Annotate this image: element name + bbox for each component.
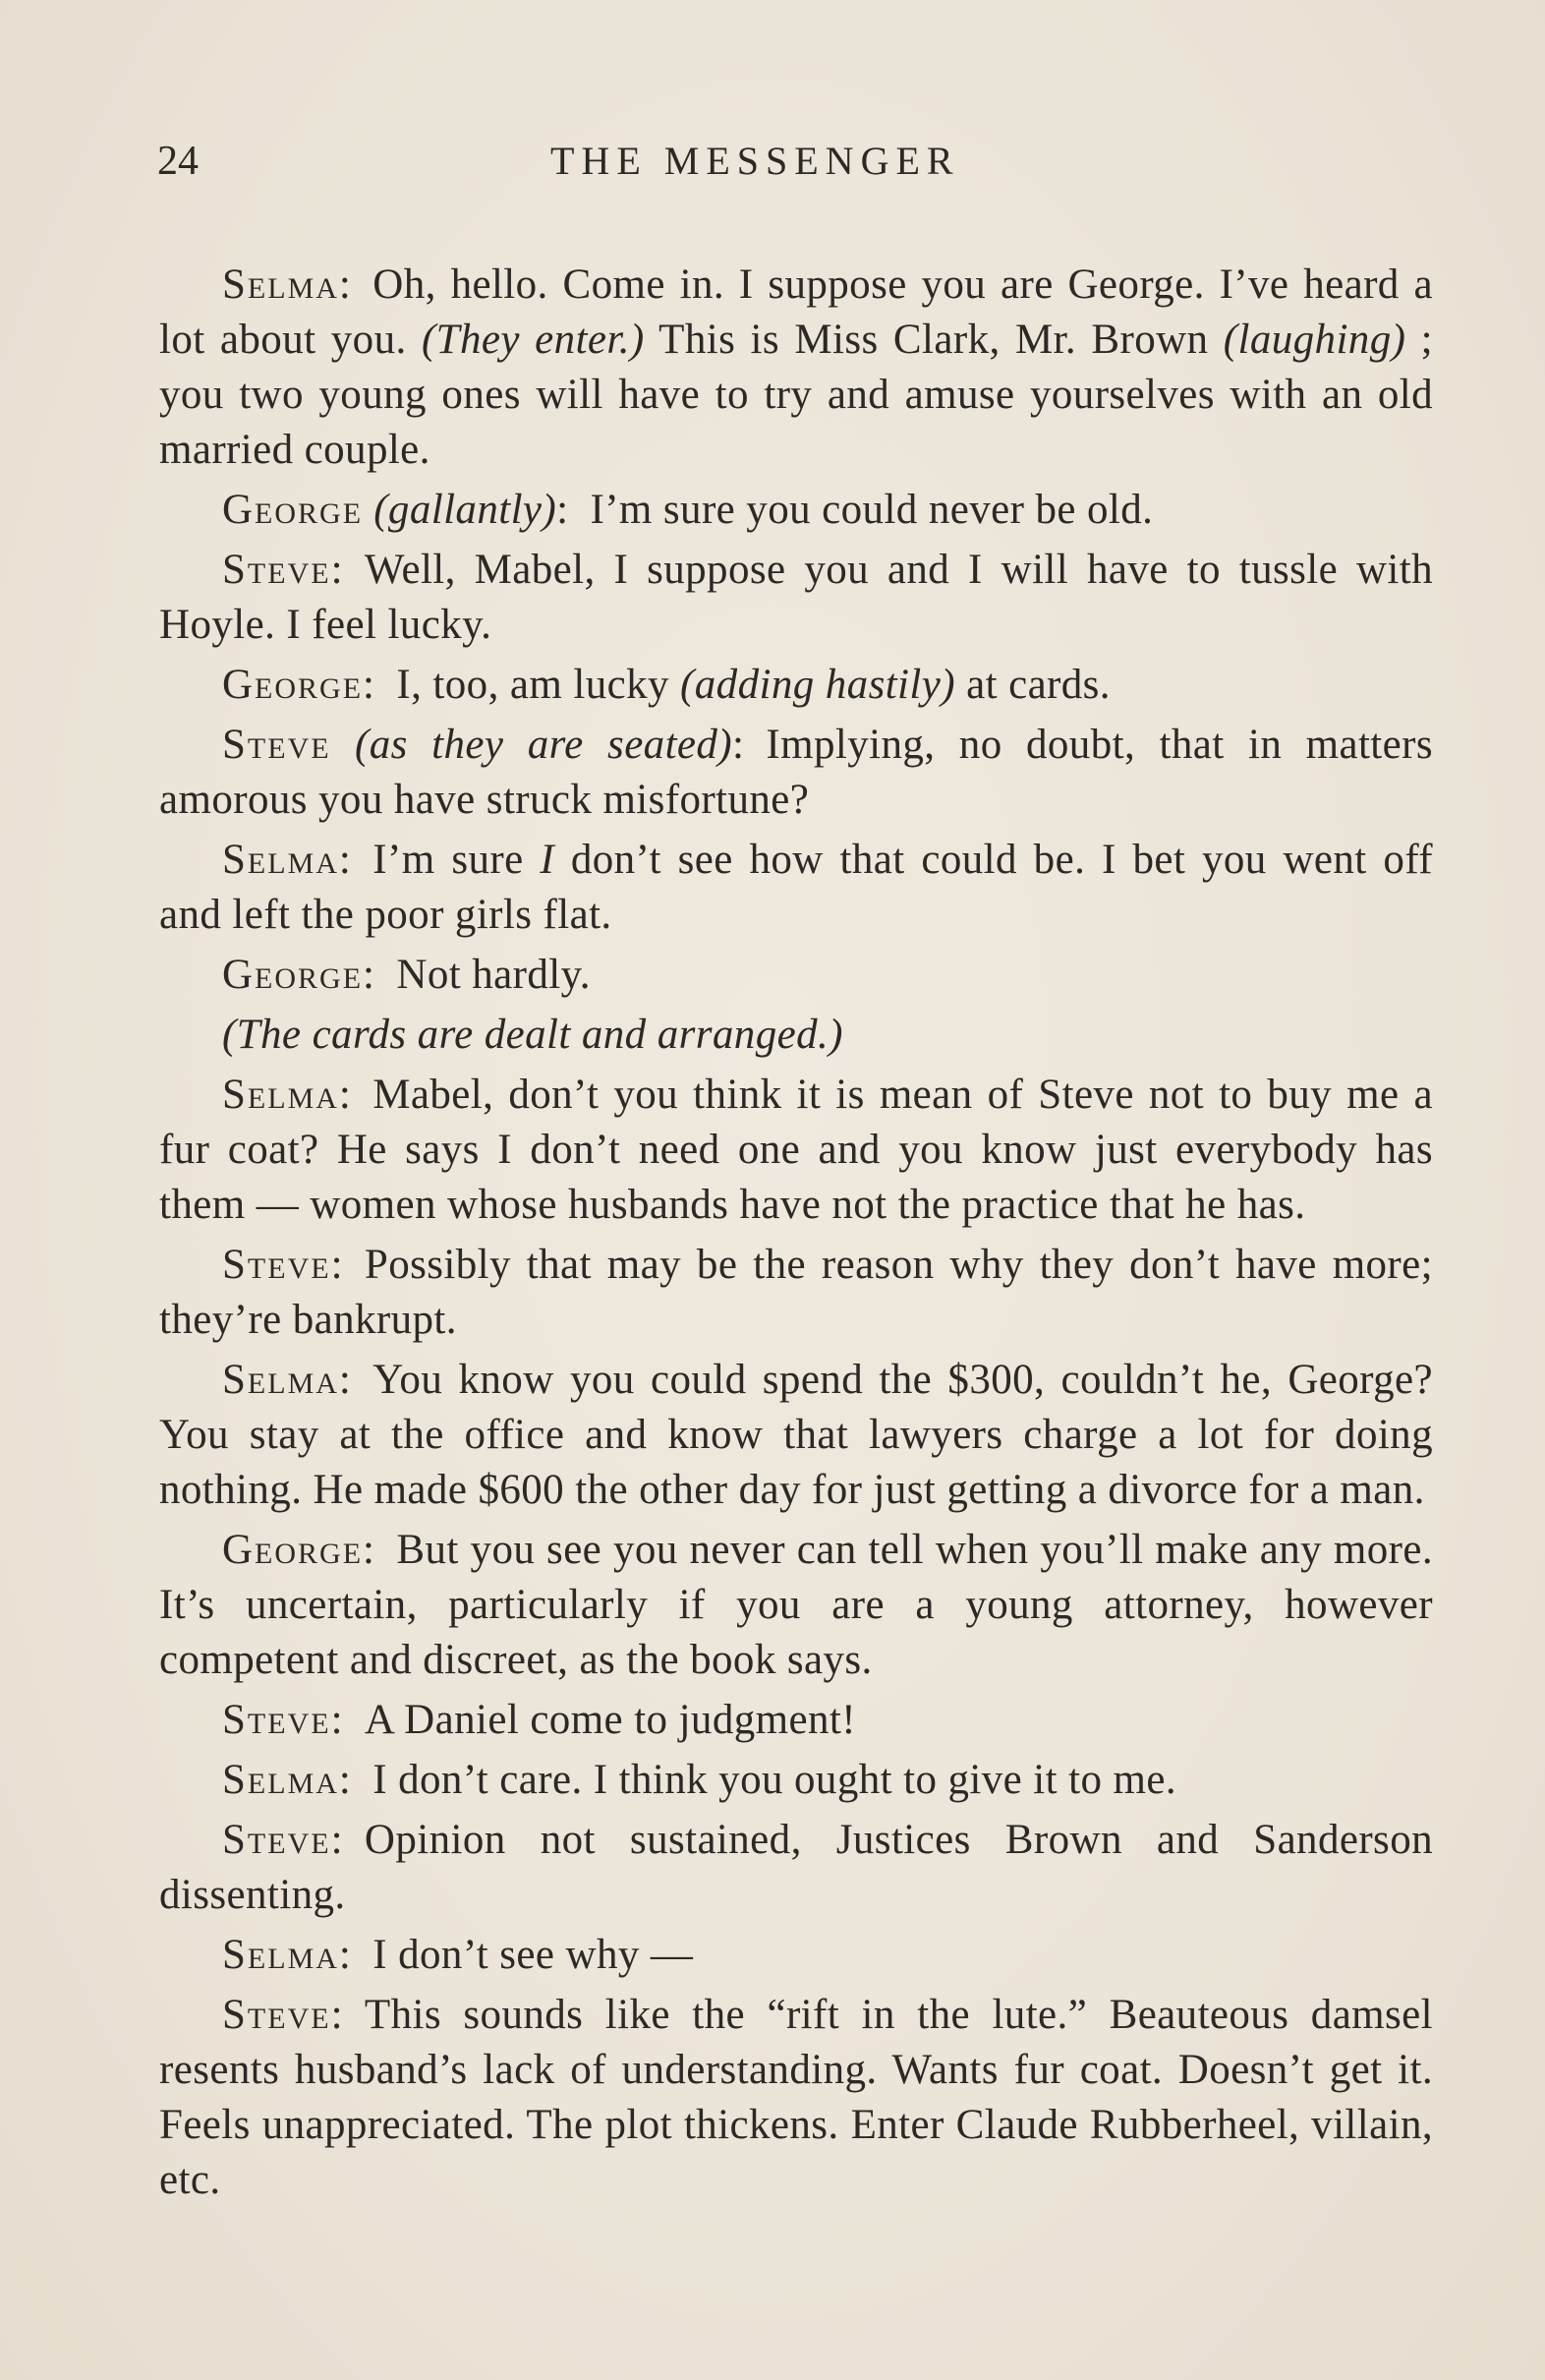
speaker-colon: : [363,662,375,708]
speaker-name: Steve [222,547,331,593]
stage-direction: (laughing) [1223,317,1406,363]
speaker-name: Selma [222,1757,339,1803]
dialogue-line [159,543,1433,653]
dialogue-line [159,1813,1433,1923]
speaker-name: Selma [222,1072,339,1118]
page-header [157,138,1435,197]
running-title: THE MESSENGER [550,139,960,183]
dialogue-text-span: You know you could spend the $300, couldn’t he, George? You stay at the office and know that lawyers charge a lot for doing nothing. He made $600 the other day for just getting a divorce for a man. [159,1357,1433,1513]
speaker-colon: : [338,1757,352,1803]
dialogue-text-span: ; you two young ones will have to try and amuse yourselves with an old married couple. [159,317,1433,473]
dialogue-text-span: Well, Mabel, I suppose you and I will have to tussle with Hoyle. I feel lucky. [159,547,1433,648]
stage-direction: (They enter.) [421,317,645,363]
dialogue-line [159,1353,1433,1518]
dialogue-text-span: This is Miss Clark, Mr. Brown [644,317,1224,363]
speaker-name: George [222,1527,364,1573]
dialogue-text-span: But you see you never can tell when you’ll make any more. It’s uncertain, particularly if you are a young attorney, however competent and discreet, as the book says. [159,1527,1433,1683]
speaker-colon: : [338,837,352,883]
speaker-colon: : [363,1527,375,1573]
dialogue-text-span: I don’t care. I think you ought to give it to me. [372,1757,1177,1803]
dialogue-text-span: Not hardly. [396,952,591,998]
speaker-name: Selma [222,261,339,308]
dialogue-line [159,258,1433,478]
dialogue-line [159,483,1433,538]
dialogue-line [159,833,1433,943]
page-number: 24 [157,139,199,184]
speaker-colon: : [338,1357,352,1403]
dialogue-text-span: Opinion not sustained, Justices Brown and Sanderson dissenting. [159,1817,1433,1918]
dialogue-text-span: at cards. [954,662,1111,708]
speaker-colon: : [330,1992,343,2038]
speaker-name: Selma [222,1932,339,1978]
dialogue-line [159,1523,1433,1688]
dialogue-text-span: I’m sure [372,837,541,883]
dialogue-text-span: I, too, am lucky [396,662,681,708]
dialogue-text-span: A Daniel come to judgment! [364,1697,856,1743]
dialogue-text-span: Possibly that may be the reason why they don’t have more; they’re bankrupt. [159,1242,1433,1343]
speaker-colon: : [330,1817,343,1863]
speaker-name: George [222,952,364,998]
dialogue-line [159,1068,1433,1233]
dialogue-line [159,948,1433,1003]
stage-direction: (The cards are dealt and arranged.) [222,1012,843,1058]
stage-direction: I [540,837,555,883]
speaker-colon: : [330,547,343,593]
stage-direction: (as they are seated) [354,722,733,768]
dialogue-text [159,258,1433,2213]
dialogue-line [159,1928,1433,1983]
stage-direction-line [159,1008,1433,1063]
speaker-name: Selma [222,1357,339,1403]
speaker-colon: : [330,1242,343,1288]
speaker-colon: : [363,952,375,998]
dialogue-text-span: I’m sure you could never be old. [590,487,1154,533]
speaker-colon: : [330,1697,343,1743]
speaker-name: Steve [222,1817,331,1863]
speaker-colon: : [338,1072,352,1118]
dialogue-text-span: Mabel, don’t you think it is mean of Steve not to buy me a fur coat? He says I don’t need one and you know just everybody has them — women whose husbands have not the practice that he has. [159,1072,1433,1228]
speaker-name: Steve [222,1992,331,2038]
stage-direction: (adding hastily) [680,662,955,708]
dialogue-line [159,658,1433,713]
dialogue-line [159,1238,1433,1348]
dialogue-line [159,1693,1433,1748]
dialogue-text-span: don’t see how that could be. I bet you went off and left the poor girls flat. [159,837,1433,938]
speaker-name: Steve [222,1697,331,1743]
speaker-name: George [222,662,364,708]
speaker-colon: : [732,722,745,768]
speaker-colon: : [556,487,569,533]
speaker-colon: : [338,261,352,308]
dialogue-line [159,718,1433,828]
stage-direction: (gallantly) [373,487,557,533]
speaker-name: Steve [222,1242,331,1288]
dialogue-text-span: Implying, no doubt, that in matters amorous you have struck misfortune? [159,722,1433,823]
speaker-name: George [222,487,364,533]
speaker-name: Selma [222,837,339,883]
dialogue-line [159,1753,1433,1808]
speaker-colon: : [338,1932,352,1978]
speaker-name: Steve [222,722,331,768]
dialogue-text-span: This sounds like the “rift in the lute.” Beauteous damsel resents husband’s lack of understanding. Wants fur coat. Doesn’t get it. Feels unappreciated. The plot thickens. Enter Claude Rubberheel, villain, etc. [159,1992,1433,2203]
dialogue-text-span: Oh, hello. Come in. I suppose you are George. I’ve heard a lot about you. [159,261,1433,363]
dialogue-text-span: I don’t see why — [372,1932,694,1978]
dialogue-line [159,1988,1433,2208]
